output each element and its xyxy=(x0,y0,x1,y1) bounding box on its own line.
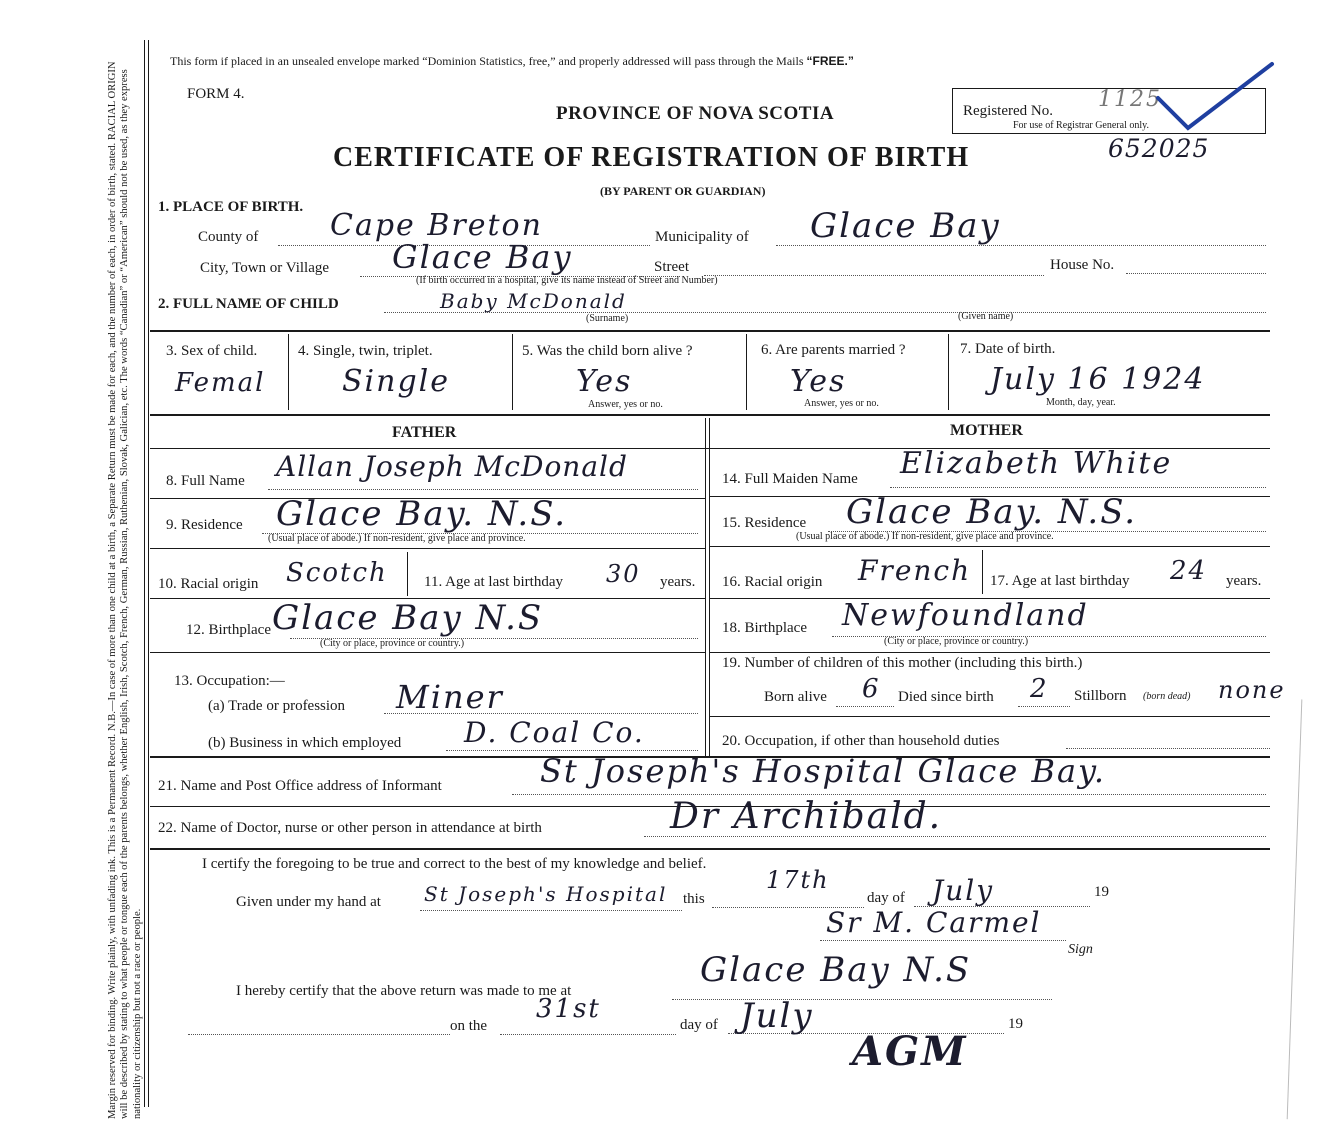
registered-label: Registered No. xyxy=(963,103,1053,119)
surname-note: (Surname) xyxy=(586,313,629,324)
registrar-place-value: Glace Bay N.S xyxy=(700,950,972,990)
child-name-value: Baby McDonald xyxy=(440,289,627,313)
died-label: Died since birth xyxy=(898,689,994,705)
sex-value: Femal xyxy=(175,368,266,398)
house-line xyxy=(1126,273,1266,274)
column-divider-2 xyxy=(709,418,710,756)
line xyxy=(420,910,682,911)
mother-birthplace-label: 18. Birthplace xyxy=(722,620,807,636)
mother-racial-value: French xyxy=(858,554,972,587)
registered-value: 1125 xyxy=(1098,87,1162,112)
given-day-value: 17th xyxy=(766,866,830,894)
city-label: City, Town or Village xyxy=(200,260,330,276)
divider xyxy=(982,550,983,594)
page-title: CERTIFICATE OF REGISTRATION OF BIRTH xyxy=(333,142,970,173)
given-month-value: July xyxy=(932,874,995,907)
doctor-value: Dr Archibald. xyxy=(670,796,943,837)
certify-statement: I certify the foregoing to be true and correct to the best of my knowledge and belief. xyxy=(202,856,707,872)
given-year-prefix: 19 xyxy=(1094,884,1109,900)
father-birthplace-value: Glace Bay N.S xyxy=(272,598,544,638)
died-value: 2 xyxy=(1030,674,1049,704)
registrar-statement: I hereby certify that the above return was made to me at xyxy=(236,983,572,999)
father-racial-value: Scotch xyxy=(286,558,388,588)
rule xyxy=(710,652,1270,653)
divider xyxy=(288,334,289,410)
county-value: Cape Breton xyxy=(330,208,543,243)
father-age-value: 30 xyxy=(606,560,641,588)
dob-label: 7. Date of birth. xyxy=(960,341,1056,357)
born-alive-note: Answer, yes or no. xyxy=(588,399,663,410)
sign-label: Sign xyxy=(1068,942,1093,957)
trade-label: (a) Trade or profession xyxy=(208,698,346,714)
mother-occupation-label: 20. Occupation, if other than household duties xyxy=(722,733,1000,749)
sex-label: 3. Sex of child. xyxy=(166,343,258,359)
registrar-day-value: 31st xyxy=(536,994,601,1024)
registrar-month-value: July xyxy=(740,996,814,1036)
signature: Sr M. Carmel xyxy=(826,906,1042,939)
rule xyxy=(150,652,705,653)
father-birthplace-label: 12. Birthplace xyxy=(186,622,271,638)
informant-value: St Joseph's Hospital Glace Bay. xyxy=(540,752,1107,790)
dob-value: July 16 1924 xyxy=(990,362,1206,397)
line xyxy=(446,750,698,751)
father-residence-note: (Usual place of abode.) If non-resident, give place and province. xyxy=(268,533,526,544)
given-label: Given under my hand at xyxy=(236,894,381,910)
street-note: (If birth occurred in a hospital, give its name instead of Street and Number) xyxy=(416,275,718,286)
doctor-label: 22. Name of Doctor, nurse or other person in attendance at birth xyxy=(158,820,542,836)
father-residence-label: 9. Residence xyxy=(166,517,243,533)
line xyxy=(820,940,1066,941)
rule-1 xyxy=(150,330,1270,332)
plurality-value: Single xyxy=(342,364,451,399)
registrar-initials: AGM xyxy=(852,1028,968,1075)
line xyxy=(188,1034,450,1035)
informant-label: 21. Name and Post Office address of Informant xyxy=(158,778,442,794)
line xyxy=(1066,748,1270,749)
dob-note: Month, day, year. xyxy=(1046,397,1116,408)
mother-name-label: 14. Full Maiden Name xyxy=(722,471,858,487)
registrar-year-prefix: 19 xyxy=(1008,1016,1023,1032)
father-name-label: 8. Full Name xyxy=(166,473,245,489)
rule-5 xyxy=(150,848,1270,850)
line xyxy=(1018,706,1070,707)
married-note: Answer, yes or no. xyxy=(804,398,879,409)
father-age-unit: years. xyxy=(660,574,696,590)
mail-notice-text: This form if placed in an unsealed envelope marked “Dominion Statistics, free,” and properly addressed will pass through the Mails xyxy=(170,54,804,68)
mother-racial-label: 16. Racial origin xyxy=(722,574,823,590)
margin-instructions: Margin reserved for binding. Write plainly, with unfading ink. This is a Permanent Record. N.B.—In case of more than one child at a birth, a Separate Return must be made for each, and the number of each, in order of birth, stated. RACIAL ORIGIN will be described by stating to what people or tongue each of the parents belongs, whether English, Irish, Scotch, French, German, Russian, Ruthenian, Slovak, Galician, etc. The words “Canadian” or “American” should not be used, as they express nationality or citizenship but not a race or people. xyxy=(107,61,143,1119)
father-racial-label: 10. Racial origin xyxy=(158,576,259,592)
father-name-value: Allan Joseph McDonald xyxy=(276,450,628,483)
subtitle: (BY PARENT OR GUARDIAN) xyxy=(600,184,766,198)
divider xyxy=(746,334,747,410)
father-birthplace-note: (City or place, province or country.) xyxy=(320,638,465,649)
plurality-label: 4. Single, twin, triplet. xyxy=(298,343,433,359)
born-alive-label: 5. Was the child born alive ? xyxy=(522,343,693,359)
rule xyxy=(710,546,1270,547)
form-number: FORM 4. xyxy=(187,86,245,102)
on-the-label: on the xyxy=(450,1018,488,1034)
stillborn-note: (born dead) xyxy=(1143,691,1191,702)
registrar-day-of-label: day of xyxy=(680,1017,718,1033)
trade-value: Miner xyxy=(396,678,504,716)
line xyxy=(672,999,1052,1000)
rule xyxy=(150,548,705,549)
line xyxy=(890,487,1266,488)
municipality-label: Municipality of xyxy=(655,229,749,245)
mother-birthplace-value: Newfoundland xyxy=(842,598,1089,633)
divider xyxy=(948,334,949,410)
born-alive-value: Yes xyxy=(576,364,633,399)
line xyxy=(512,794,1266,795)
mother-age-unit: years. xyxy=(1226,573,1262,589)
given-place-value: St Joseph's Hospital xyxy=(424,882,668,906)
mother-heading: MOTHER xyxy=(950,422,1023,439)
mother-residence-label: 15. Residence xyxy=(722,515,807,531)
born-alive-count-label: Born alive xyxy=(764,689,827,705)
house-label: House No. xyxy=(1050,257,1115,273)
municipality-value: Glace Bay xyxy=(810,206,1001,246)
mother-residence-value: Glace Bay. N.S. xyxy=(846,492,1138,532)
mother-residence-note: (Usual place of abode.) If non-resident, give place and province. xyxy=(796,531,1054,542)
married-value: Yes xyxy=(790,364,847,399)
street-label: Street xyxy=(654,259,689,275)
street-line xyxy=(704,275,1044,276)
mother-age-value: 24 xyxy=(1170,556,1208,586)
line xyxy=(500,1034,676,1035)
rule xyxy=(710,716,1270,717)
mother-name-value: Elizabeth White xyxy=(900,446,1173,481)
business-value: D. Coal Co. xyxy=(464,716,645,749)
child-name-label: 2. FULL NAME OF CHILD xyxy=(158,296,339,312)
mother-age-label: 17. Age at last birthday xyxy=(990,573,1130,589)
line xyxy=(268,489,698,490)
divider xyxy=(512,334,513,410)
this-label: this xyxy=(683,891,705,907)
born-alive-count-value: 6 xyxy=(862,674,881,704)
stillborn-label: Stillborn xyxy=(1074,688,1127,704)
children-count-label: 19. Number of children of this mother (including this birth.) xyxy=(722,655,1083,671)
column-divider xyxy=(705,418,706,756)
rule-2 xyxy=(150,414,1270,416)
father-age-label: 11. Age at last birthday xyxy=(424,574,563,590)
mail-notice-free: “FREE.” xyxy=(806,54,854,68)
county-label: County of xyxy=(198,229,259,245)
married-label: 6. Are parents married ? xyxy=(761,342,906,358)
registrar-note: For use of Registrar General only. xyxy=(1013,120,1149,131)
mother-birthplace-note: (City or place, province or country.) xyxy=(884,636,1029,647)
given-name-note: (Given name) xyxy=(958,311,1014,322)
certificate-number: 652025 xyxy=(1108,134,1210,163)
mail-notice xyxy=(170,54,854,69)
divider xyxy=(407,552,408,596)
day-of-label: day of xyxy=(867,890,905,906)
province-title: PROVINCE OF NOVA SCOTIA xyxy=(556,103,835,124)
place-of-birth-label: 1. PLACE OF BIRTH. xyxy=(158,199,304,215)
stillborn-value: none xyxy=(1218,676,1286,704)
father-heading: FATHER xyxy=(392,424,457,441)
occupation-label: 13. Occupation:— xyxy=(174,673,285,689)
father-residence-value: Glace Bay. N.S. xyxy=(276,494,568,534)
checkmark-icon xyxy=(1150,58,1280,138)
business-label: (b) Business in which employed xyxy=(208,735,402,751)
line xyxy=(836,706,894,707)
torn-edge xyxy=(1287,699,1320,1120)
city-value: Glace Bay xyxy=(392,238,573,276)
